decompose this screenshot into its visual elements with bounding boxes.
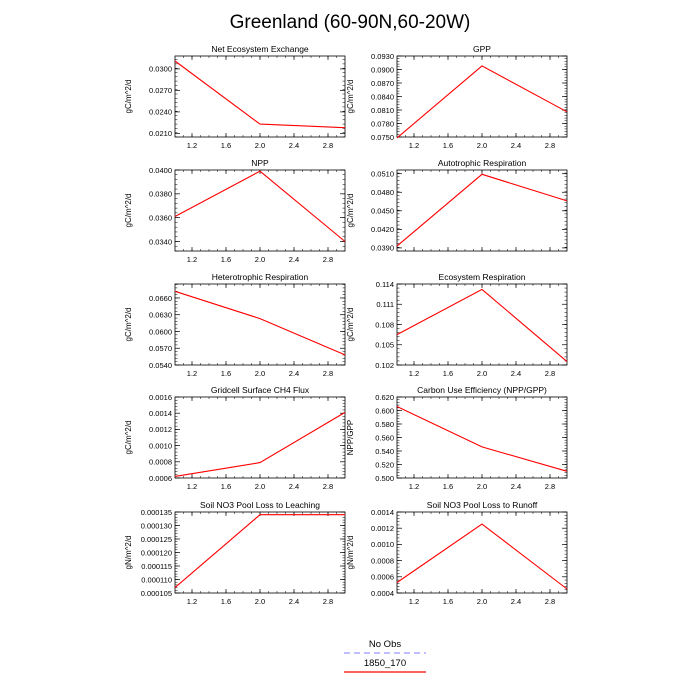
y-tick-label: 0.000135: [140, 507, 172, 517]
x-tick-label: 2.8: [544, 482, 556, 491]
y-tick-label: 0.108: [375, 320, 394, 330]
panel-3: [124, 158, 345, 264]
panel-title: Autotrophic Respiration: [437, 158, 527, 168]
y-tick-label: 0.000130: [140, 521, 172, 531]
x-tick-label: 1.6: [220, 141, 232, 150]
figure-title: Greenland (60-90N,60-20W): [229, 12, 471, 33]
y-tick-label: 0.0570: [149, 344, 172, 354]
x-tick-label: 1.2: [186, 597, 198, 606]
y-tick-label: 0.0300: [149, 64, 172, 74]
series-line: [397, 524, 567, 589]
x-tick-label: 2.8: [544, 369, 556, 378]
panel-7: [124, 385, 345, 491]
plot-frame: [397, 284, 567, 365]
legend-label-1850-170: 1850_170: [363, 658, 407, 669]
x-tick-label: 1.2: [408, 369, 420, 378]
y-tick-label: 0.600: [375, 406, 394, 416]
panel-4: [346, 158, 567, 253]
x-tick-label: 2.0: [254, 482, 266, 491]
y-tick-label: 0.0014: [149, 409, 172, 418]
y-axis-label: gC/m^2/d: [124, 193, 133, 228]
y-tick-label: 0.0450: [371, 206, 394, 216]
y-tick-label: 0.0480: [371, 188, 394, 198]
x-tick-label: 1.6: [442, 369, 454, 378]
y-axis-label: gC/m^2/d: [124, 307, 133, 342]
legend-label-no-obs: No Obs: [368, 639, 402, 650]
series-line: [175, 291, 345, 355]
series-line: [397, 174, 567, 246]
y-tick-label: 0.0510: [371, 169, 394, 179]
series-line: [175, 412, 345, 476]
y-tick-label: 0.0008: [371, 556, 394, 566]
y-tick-label: 0.0870: [371, 78, 394, 88]
x-tick-label: 2.4: [288, 141, 300, 150]
x-tick-label: 2.0: [476, 597, 488, 606]
plot-frame: [175, 170, 345, 251]
y-tick-label: 0.0390: [371, 243, 394, 253]
panel-title: NPP: [251, 158, 269, 168]
x-tick-label: 2.8: [544, 597, 556, 606]
plot-frame: [397, 397, 567, 478]
y-tick-label: 0.0008: [149, 457, 172, 467]
panel-title: Soil NO3 Pool Loss to Leaching: [199, 500, 321, 510]
plot-frame: [175, 56, 345, 137]
y-tick-label: 0.000105: [140, 588, 172, 598]
x-tick-label: 2.4: [510, 597, 522, 606]
y-axis-label: gN/m^2/d: [346, 535, 355, 570]
x-tick-label: 1.2: [186, 482, 198, 491]
plot-frame: [397, 170, 567, 251]
y-tick-label: 0.0014: [371, 507, 394, 517]
y-tick-label: 0.0660: [149, 293, 172, 303]
y-tick-label: 0.0004: [371, 588, 394, 598]
y-tick-label: 0.0016: [149, 392, 172, 402]
x-tick-label: 1.2: [186, 255, 198, 264]
x-tick-label: 1.6: [220, 369, 232, 378]
y-tick-label: 0.102: [375, 360, 394, 370]
y-tick-label: 0.0810: [371, 105, 394, 115]
y-tick-label: 0.0010: [149, 441, 172, 451]
x-tick-label: 2.0: [254, 255, 266, 264]
y-tick-label: 0.0006: [149, 473, 172, 483]
y-tick-label: 0.105: [375, 340, 394, 350]
y-tick-label: 0.0210: [149, 129, 172, 139]
panel-title: Carbon Use Efficiency (NPP/GPP): [417, 385, 547, 395]
y-tick-label: 0.0930: [371, 51, 394, 61]
panel-10: [346, 500, 567, 606]
y-tick-label: 0.0380: [149, 189, 172, 199]
x-tick-label: 2.8: [322, 369, 334, 378]
panel-6: [346, 272, 567, 378]
y-tick-label: 0.0360: [149, 213, 172, 223]
y-axis-label: gC/m^2/d: [346, 307, 355, 342]
y-tick-label: 0.000125: [140, 534, 172, 544]
x-tick-label: 2.4: [288, 369, 300, 378]
series-line: [397, 407, 567, 472]
y-tick-label: 0.0600: [149, 327, 172, 337]
y-tick-label: 0.0780: [371, 119, 394, 129]
y-tick-label: 0.0750: [371, 132, 394, 142]
x-tick-label: 1.6: [442, 482, 454, 491]
y-tick-label: 0.0540: [149, 360, 172, 370]
plot-frame: [175, 512, 345, 593]
plot-frame: [175, 397, 345, 478]
x-tick-label: 2.8: [322, 255, 334, 264]
x-tick-label: 2.0: [476, 482, 488, 491]
panel-title: Heterotrophic Respiration: [211, 272, 309, 282]
y-tick-label: 0.500: [375, 473, 394, 483]
y-tick-label: 0.0840: [371, 92, 394, 102]
y-tick-label: 0.0012: [149, 425, 172, 435]
y-axis-label: gC/m^2/d: [346, 193, 355, 228]
series-line: [397, 289, 567, 361]
y-axis-label: gC/m^2/d: [124, 420, 133, 455]
x-tick-label: 1.2: [408, 482, 420, 491]
x-tick-label: 1.2: [186, 141, 198, 150]
x-tick-label: 2.8: [322, 482, 334, 491]
series-line: [175, 171, 345, 241]
x-tick-label: 2.4: [510, 482, 522, 491]
panel-title: Ecosystem Respiration: [438, 272, 526, 282]
plot-frame: [175, 284, 345, 365]
y-tick-label: 0.520: [375, 460, 394, 470]
x-tick-label: 2.4: [288, 255, 300, 264]
x-tick-label: 2.4: [510, 369, 522, 378]
x-tick-label: 1.2: [408, 597, 420, 606]
y-tick-label: 0.114: [375, 279, 394, 289]
x-tick-label: 1.6: [442, 597, 454, 606]
y-axis-label: gC/m^2/d: [346, 79, 355, 114]
legend: [344, 639, 426, 672]
y-tick-label: 0.0240: [149, 107, 172, 117]
y-tick-label: 0.0010: [371, 540, 394, 550]
x-tick-label: 2.0: [476, 369, 488, 378]
y-tick-label: 0.000120: [140, 548, 172, 558]
x-tick-label: 2.4: [288, 597, 300, 606]
y-axis-label: NPP/GPP: [346, 419, 355, 456]
x-tick-label: 2.0: [254, 597, 266, 606]
panel-5: [124, 272, 345, 378]
x-tick-label: 2.0: [476, 141, 488, 150]
x-tick-label: 1.6: [220, 255, 232, 264]
y-tick-label: 0.560: [375, 433, 394, 443]
panel-1: [124, 44, 345, 150]
panel-title: Soil NO3 Pool Loss to Runoff: [426, 500, 538, 510]
y-axis-label: gN/m^2/d: [124, 535, 133, 570]
y-tick-label: 0.000110: [141, 575, 172, 585]
series-line: [175, 515, 345, 588]
y-tick-label: 0.0420: [371, 225, 394, 235]
series-line: [175, 61, 345, 128]
x-tick-label: 2.8: [322, 141, 334, 150]
plot-frame: [397, 56, 567, 137]
y-tick-label: 0.000115: [141, 561, 172, 571]
x-tick-label: 1.6: [220, 597, 232, 606]
x-tick-label: 1.2: [408, 141, 420, 150]
panel-title: Net Ecosystem Exchange: [211, 44, 309, 54]
x-tick-label: 1.2: [186, 369, 198, 378]
panel-title: GPP: [473, 44, 491, 54]
y-tick-label: 0.0400: [149, 165, 172, 175]
panel-8: [346, 385, 567, 491]
series-line: [397, 66, 567, 138]
y-tick-label: 0.580: [375, 419, 394, 429]
y-tick-label: 0.540: [375, 446, 394, 456]
panel-9: [124, 500, 345, 606]
x-tick-label: 1.6: [442, 141, 454, 150]
y-tick-label: 0.0630: [149, 310, 172, 320]
x-tick-label: 1.6: [220, 482, 232, 491]
y-tick-label: 0.0340: [149, 237, 172, 247]
x-tick-label: 2.4: [288, 482, 300, 491]
panel-grid: [124, 44, 567, 606]
y-tick-label: 0.620: [375, 392, 394, 402]
x-tick-label: 2.8: [544, 141, 556, 150]
x-tick-label: 2.8: [322, 597, 334, 606]
x-tick-label: 2.0: [254, 141, 266, 150]
x-tick-label: 2.4: [510, 141, 522, 150]
x-tick-label: 2.0: [254, 369, 266, 378]
y-tick-label: 0.0006: [371, 572, 394, 582]
y-tick-label: 0.0012: [371, 524, 394, 533]
panel-title: Gridcell Surface CH4 Flux: [210, 385, 310, 395]
y-axis-label: gC/m^2/d: [124, 79, 133, 114]
y-tick-label: 0.111: [376, 300, 394, 310]
panel-2: [346, 44, 567, 150]
y-tick-label: 0.0900: [371, 65, 394, 75]
y-tick-label: 0.0270: [149, 86, 172, 96]
